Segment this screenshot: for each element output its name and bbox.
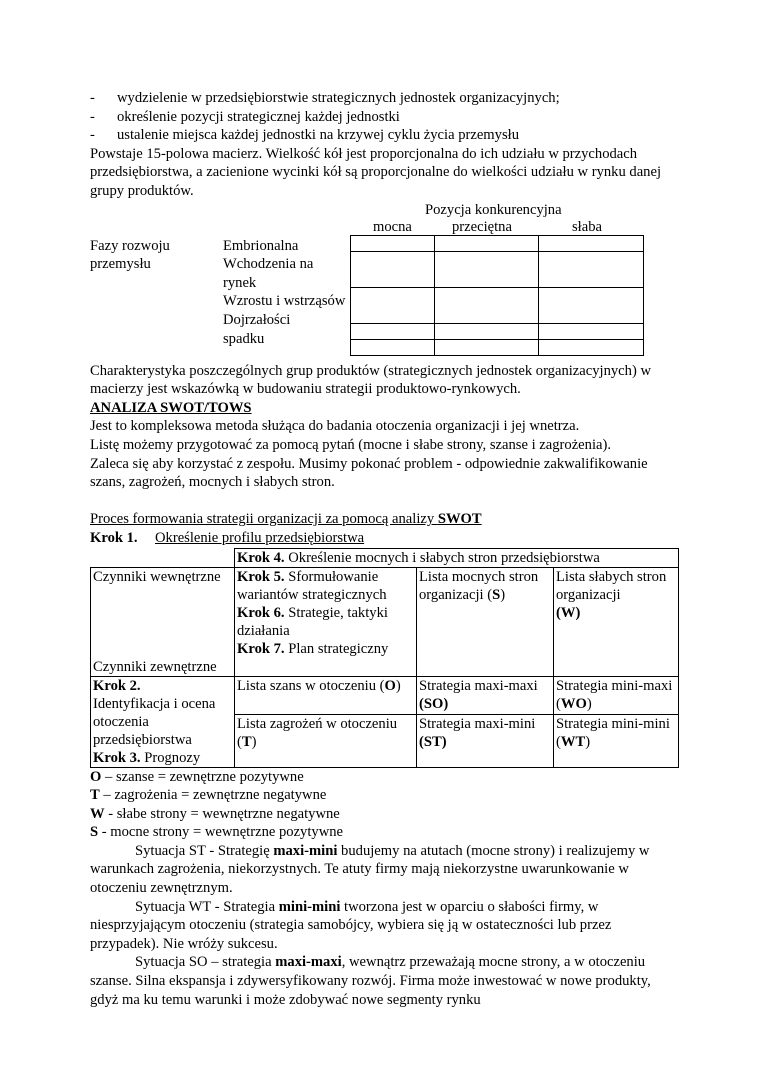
table-cell: Lista mocnych stron organizacji (S) (417, 567, 554, 676)
position-title: Pozycja konkurencyjna (425, 201, 562, 218)
matrix-cell (539, 235, 644, 251)
table-cell: Lista szans w otoczeniu (O) (235, 676, 417, 714)
bullet-text: określenie pozycji strategicznej każdej jednostki (117, 108, 400, 125)
matrix-cell (351, 323, 435, 339)
bullet-text: wydzielenie w przedsiębiorstwie strategicznych jednostek organizacyjnych; (117, 90, 560, 106)
table-cell: Czynniki wewnętrzne Czynniki zewnętrzne (91, 567, 235, 676)
table-cell: Lista słabych stron organizacji (W) (554, 567, 679, 676)
matrix-body (90, 237, 670, 362)
matrix-cell (351, 235, 435, 251)
table-cell (91, 548, 235, 567)
matrix-cell (351, 287, 435, 323)
krok1-line: Krok 1. Określenie profilu przedsiębiorstwa (90, 529, 365, 546)
paragraph-matrix-characteristics: Charakterystyka poszczególnych grup produktów (strategicznych jednostek organizacyjnych) w macierzy jest wskazówką w budowaniu strategii produktowo-rynkowych. (90, 362, 651, 398)
swot-intro-line: Zaleca się aby korzystać z zespołu. Musimy pokonać problem - odpowiednie zakwalifikowanie szans, zagrożeń, mocnych i słabych stron. (90, 455, 648, 491)
matrix-cell (435, 287, 539, 323)
section-heading: ANALIZA SWOT/TOWS (90, 399, 252, 416)
stage-label: Wchodzenia na rynek (223, 256, 314, 291)
matrix-cell (435, 235, 539, 251)
phase-label: Fazy rozwoju przemysłu (90, 237, 170, 273)
process-title: Proces formowania strategii organizacji za pomocą analizy SWOT (90, 511, 482, 528)
legend-line: T – zagrożenia = zewnętrzne negatywne (90, 787, 327, 804)
paragraph-matrix-description: Powstaje 15-polowa macierz. Wielkość kół jest proporcjonalna do ich udziału w przychodach przedsiębiorstwa, a zacienione wycinki kół są proporcjonalne do wielkości udziału w rynku danej grupy produktów. (90, 145, 662, 199)
table-cell: Krok 4. Określenie mocnych i słabych stron przedsiębiorstwa (235, 548, 679, 567)
matrix-cell (539, 287, 644, 323)
table-row (91, 548, 679, 567)
matrix-cell (351, 339, 435, 355)
bullet-item: - wydzielenie w przedsiębiorstwie strategicznych jednostek organizacyjnych; (90, 90, 560, 106)
table-cell: Krok 5. Sformułowanie wariantów strategicznych Krok 6. Strategie, taktyki działania Krok 7. Plan strategiczny (235, 567, 417, 676)
matrix-cell (351, 251, 435, 287)
column-label: przeciętna (452, 218, 512, 235)
stage-list (223, 237, 348, 349)
matrix-cell (435, 251, 539, 287)
matrix-cell (539, 323, 644, 339)
stage-label: spadku (223, 330, 265, 347)
column-label: słaba (572, 218, 602, 235)
table-cell: Krok 2. Identyfikacja i ocena otoczenia przedsiębiorstwa Krok 3. Prognozy (91, 676, 235, 767)
legend-line: S - mocne strony = wewnętrzne pozytywne (90, 824, 344, 841)
situation-st-paragraph: Sytuacja ST - Strategię maxi-mini budujemy na atutach (mocne strony) i realizujemy w warunkach zagrożenia, niekorzystnych. Te atuty firmy mają niekorzystne uwarunkowanie w otoczeniu zewnętrznym. (90, 842, 650, 897)
table-row (91, 567, 679, 676)
table-cell: Lista zagrożeń w otoczeniu (T) (235, 714, 417, 767)
bullet-item: - określenie pozycji strategicznej każdej jednostki (90, 108, 400, 125)
table-cell: Strategia maxi-maxi (SO) (417, 676, 554, 714)
swot-table (90, 548, 679, 768)
document-page (90, 89, 673, 1009)
swot-intro-line: Listę możemy przygotować za pomocą pytań (mocne i słabe strony, szanse i zagrożenia). (90, 436, 611, 453)
matrix-cell (435, 323, 539, 339)
bullet-text: ustalenie miejsca każdej jednostki na krzywej cyklu życia przemysłu (117, 127, 519, 144)
position-matrix-grid (350, 235, 644, 356)
table-cell: Strategia mini-mini (WT) (554, 714, 679, 767)
column-label: mocna (373, 218, 412, 235)
stage-label: Dojrzałości (223, 311, 291, 328)
table-cell: Strategia mini-maxi (WO) (554, 676, 679, 714)
swot-intro-line: Jest to kompleksowa metoda służąca do badania otoczenia organizacji i jej wnetrza. (90, 418, 580, 435)
bullet-item: - ustalenie miejsca każdej jednostki na krzywej cyklu życia przemysłu (90, 127, 519, 144)
matrix-cell (539, 339, 644, 355)
blank-line (90, 492, 670, 511)
legend-line: O – szanse = zewnętrzne pozytywne (90, 768, 304, 785)
situation-wt-paragraph: Sytuacja WT - Strategia mini-mini tworzona jest w oparciu o słabości firmy, w niesprzyjającym otoczeniu (strategia samobójcy, wybiera się ją w ostateczności lub przez przypadek). Nie wróży sukcesu. (90, 898, 612, 952)
matrix-cell (539, 251, 644, 287)
matrix-header (90, 201, 670, 237)
situation-so-paragraph: Sytuacja SO – strategia maxi-maxi, wewnątrz przeważają mocne strony, a w otoczeniu szanse. Silna ekspansja i zdywersyfikowany rozwój. Firma może inwestować w nowe produkty, gdyż ma ku temu warunki i może zdobywać nowe segmenty rynku (90, 954, 651, 1008)
stage-label: Wzrostu i wstrząsów (223, 293, 346, 310)
table-row (91, 676, 679, 714)
matrix-cell (435, 339, 539, 355)
legend-line: W - słabe strony = wewnętrzne negatywne (90, 805, 340, 822)
stage-label: Embrionalna (223, 237, 299, 254)
table-cell: Strategia maxi-mini (ST) (417, 714, 554, 767)
